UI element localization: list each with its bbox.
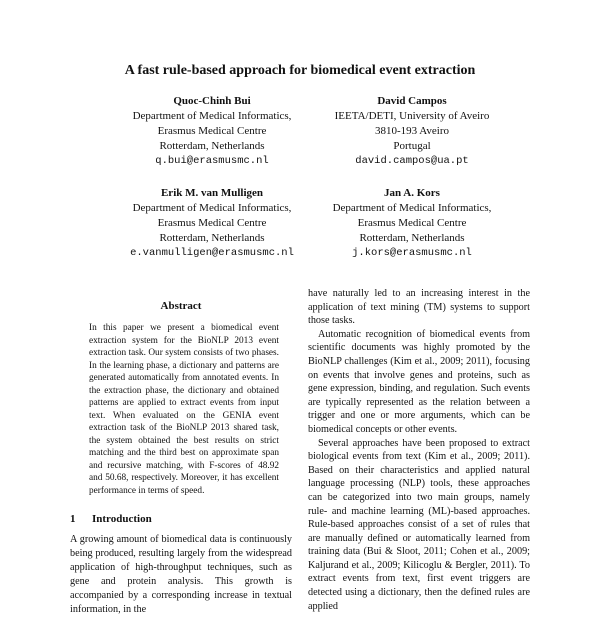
right-paragraph-1: have naturally led to an increasing interest in the application of text mining (TM) systems to support those tasks. <box>308 288 530 327</box>
author-affiliation-line: Erasmus Medical Centre <box>357 217 467 229</box>
introduction-text: A growing amount of biomedical data is continuously being produced, resulting largely from the widespread application of high-throughput techniques, such as gene and protein analysis. This growth is accompanied by a corresponding increase in textual information, in the <box>70 534 292 615</box>
author-name: Erik M. van Mulligen <box>160 187 264 199</box>
author-email: e.vanmulligen@erasmusmc.nl <box>130 247 294 259</box>
author-block-2 <box>292 94 532 169</box>
author-email: q.bui@erasmusmc.nl <box>155 155 269 167</box>
paper-title: A fast rule-based approach for biomedical event extraction <box>124 63 476 78</box>
author-name: Jan A. Kors <box>384 187 440 199</box>
author-email: j.kors@erasmusmc.nl <box>352 247 472 259</box>
section-title: Introduction <box>92 513 152 525</box>
author-affiliation-line: Portugal <box>393 140 431 152</box>
author-email: david.campos@ua.pt <box>355 155 469 167</box>
author-affiliation-line: 3810-193 Aveiro <box>374 125 450 137</box>
author-affiliation-line: Erasmus Medical Centre <box>157 125 267 137</box>
author-name: David Campos <box>377 95 447 107</box>
right-paragraph-2: Automatic recognition of biomedical events from scientific documents was highly promoted by the BioNLP challenges (Kim et al., 2009; 2011), focusing on events that involve genes and proteins, such as gene expression, binding, and regulation. Such events are typically represented as the relation between a trigger and one or more arguments, which can be biomedical concepts or other events. <box>308 328 530 435</box>
abstract-heading: Abstract <box>160 300 202 312</box>
author-affiliation-line: Department of Medical Informatics, <box>132 202 292 214</box>
author-affiliation-line: Department of Medical Informatics, <box>332 202 492 214</box>
author-affiliation-line: Department of Medical Informatics, <box>132 110 292 122</box>
abstract-text: In this paper we present a biomedical event extraction system for the BioNLP 2013 event extraction task. Our system consists of two phases. In the learning phase, a dictionary and patterns are generated automatically from annotated events. In the extraction phase, the dictionary and obtained patterns are applied to extract events from input text. When evaluated on the GENIA event extraction task of the BioNLP 2013 shared task, the system obtained the best results on strict matching and the third best on approximate span and recursive matching, with F-scores of 48.92 and 50.68, respectively. Moreover, it has excellent performance in terms of speed. <box>89 323 279 496</box>
author-affiliation-line: Rotterdam, Netherlands <box>359 232 465 244</box>
author-block-4 <box>292 186 532 261</box>
right-paragraph-3: Several approaches have been proposed to extract biological events from text (Kim et al., 2009; 2011). Based on their characteristics and applied natural language processing (NLP) tools, these approaches can be categorized into two main groups, namely rule- and machine learning (ML)-based approaches. Rule-based approaches consist of a set of rules that are manually defined or automatically learned from training data (Bui & Sloot, 2011; Cohen et al., 2009; Kaljurand et al., 2009; Kilicoglu & Bergler, 2011). To extract events from text, first event triggers are detected using a dictionary, then the defined rules are applied <box>308 437 530 612</box>
author-affiliation-line: Erasmus Medical Centre <box>157 217 267 229</box>
author-affiliation-line: Rotterdam, Netherlands <box>159 140 265 152</box>
section-number: 1 <box>70 513 76 525</box>
author-affiliation-line: IEETA/DETI, University of Aveiro <box>334 110 490 122</box>
right-column <box>308 287 530 613</box>
section-heading-introduction <box>70 513 152 525</box>
author-name: Quoc-Chinh Bui <box>173 95 251 107</box>
author-affiliation-line: Rotterdam, Netherlands <box>159 232 265 244</box>
